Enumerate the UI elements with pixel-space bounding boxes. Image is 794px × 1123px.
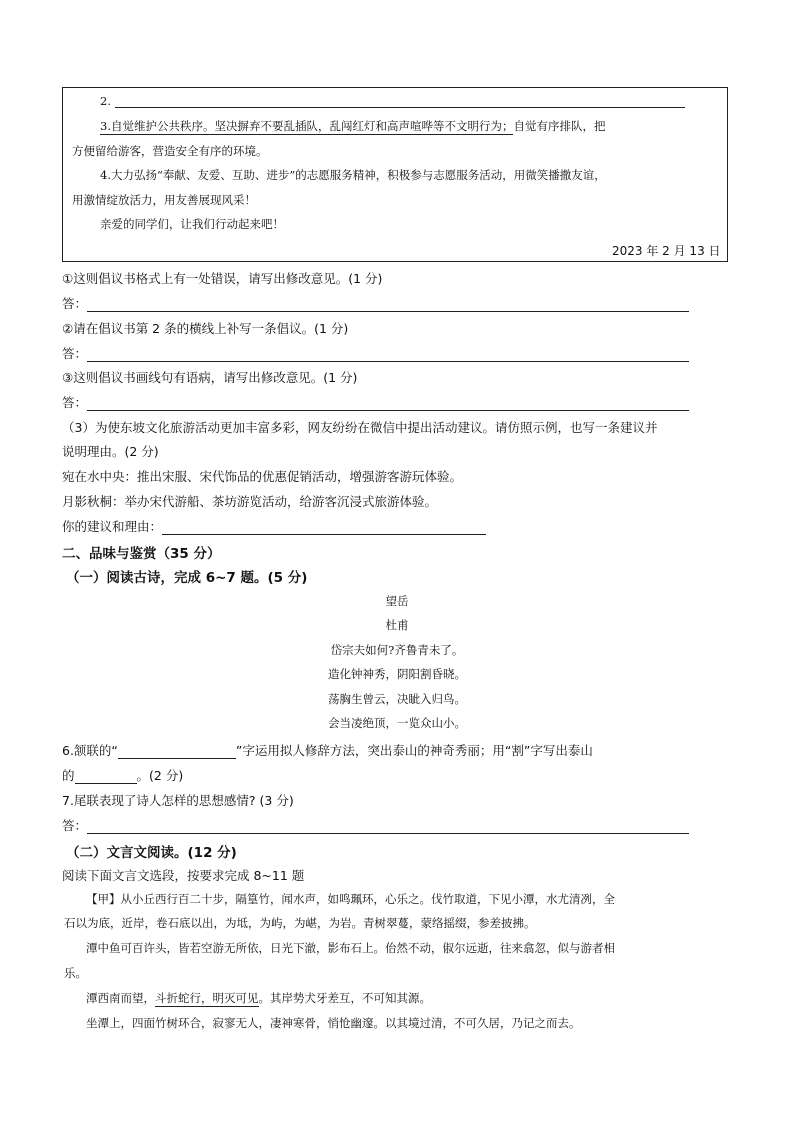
answer-1-line[interactable]: [87, 298, 689, 312]
answer-3-line[interactable]: [87, 397, 689, 411]
subsection-2-title: （二）文言文阅读。(12 分): [66, 845, 237, 861]
answer-7-line[interactable]: [87, 820, 689, 834]
proposal-date: 2023 年 2 月 13 日: [612, 244, 721, 258]
underlined-sentence: 3.自觉维护公共秩序。坚决摒弃不要乱插队，乱闯红灯和高声喧哗等不文明行为；: [100, 119, 514, 133]
poem-line-1: 岱宗夫如何?齐鲁青未了。: [330, 643, 464, 657]
question-4-cont: 说明理由。(2 分): [62, 444, 159, 459]
passage-p2: 潭中鱼可百许头，皆若空游无所依，日光下澈，影布石上。佁然不动，俶尔远逝，往来翕忽，似与游者相: [86, 941, 615, 955]
question-4: （3）为使东坡文化旅游活动更加丰富多彩，网友纷纷在微信中提出活动建议。请仿照示例，也写一条建议并: [62, 420, 658, 435]
passage-p1-cont: 石以为底，近岸，卷石底以出，为坻，为屿，为嵁，为岩。青树翠蔓，蒙络摇缀，参差披拂。: [64, 916, 536, 930]
passage-p1: 【甲】从小丘西行百二十步，隔篁竹，闻水声，如鸣珮环，心乐之。伐竹取道，下见小潭，水尤清冽，全: [86, 892, 615, 906]
poem-line-2: 造化钟神秀，阴阳割昏晓。: [328, 667, 466, 681]
subsection-1-title: （一）阅读古诗，完成 6~7 题。(5 分): [66, 570, 308, 586]
answer-2-line[interactable]: [87, 348, 689, 362]
passage-p4: 坐潭上，四面竹树环合，寂寥无人，凄神寒骨，悄怆幽邃。以其境过清，不可久居，乃记之而去。: [86, 1016, 581, 1030]
proposal-closing: 亲爱的同学们，让我们行动起来吧！: [100, 217, 284, 231]
question-3: ③这则倡议书画线句有语病，请写出修改意见。(1 分): [62, 370, 358, 385]
question-7: 7.尾联表现了诗人怎样的思想感情? (3 分): [62, 793, 294, 808]
underlined-phrase: 斗折蛇行，明灭可见: [155, 991, 259, 1005]
question-6-cont: 的 。(2 分): [62, 768, 184, 783]
answer-7: 答：: [62, 816, 689, 834]
poem-line-3: 荡胸生曾云，决眦入归鸟。: [328, 692, 466, 706]
item2-blank-line[interactable]: [115, 94, 685, 108]
proposal-item-4-cont: 用激情绽放活力，用友善展现风采！: [72, 193, 256, 207]
question-1: ①这则倡议书格式上有一处错误，请写出修改意见。(1 分): [62, 271, 383, 286]
q6-blank-1[interactable]: [118, 745, 236, 759]
poem-author: 杜甫: [385, 618, 409, 632]
proposal-item-3-cont: 方便留给游客，营造安全有序的环境。: [72, 144, 268, 158]
proposal-item-2: 2.: [100, 94, 685, 108]
suggestion-line[interactable]: [162, 521, 486, 535]
poem-line-4: 会当凌绝顶，一览众山小。: [328, 716, 466, 730]
answer-3: 答：: [62, 393, 689, 411]
section-2-title: 二、品味与鉴赏（35 分）: [62, 546, 221, 562]
example-1: 宛在水中央：推出宋服、宋代饰品的优惠促销活动，增强游客游玩体验。: [62, 469, 463, 484]
poem-title: 望岳: [385, 594, 409, 608]
proposal-item-4: 4.大力弘扬“奉献、友爱、互助、进步”的志愿服务精神，积极参与志愿服务活动，用微笑播撒友谊，: [100, 168, 606, 182]
passage-p2-cont: 乐。: [64, 966, 87, 980]
your-suggestion: 你的建议和理由：: [62, 517, 486, 535]
answer-2: 答：: [62, 344, 689, 362]
question-2: ②请在倡议书第 2 条的横线上补写一条倡议。(1 分): [62, 321, 349, 336]
answer-1: 答：: [62, 294, 689, 312]
passage-p3: 潭西南而望，斗折蛇行，明灭可见。其岸势犬牙差互，不可知其源。: [86, 991, 431, 1005]
question-6: 6.颔联的“ ”字运用拟人修辞方法，突出泰山的神奇秀丽；用“割”字写出泰山: [62, 743, 593, 758]
proposal-item-3: 3.自觉维护公共秩序。坚决摒弃不要乱插队，乱闯红灯和高声喧哗等不文明行为；自觉有序排队，把: [100, 119, 606, 133]
reading-instruction: 阅读下面文言文选段，按要求完成 8~11 题: [62, 868, 305, 883]
q6-blank-2[interactable]: [75, 770, 137, 784]
example-2: 月影秋桐：举办宋代游船、茶坊游览活动，给游客沉浸式旅游体验。: [62, 494, 438, 509]
